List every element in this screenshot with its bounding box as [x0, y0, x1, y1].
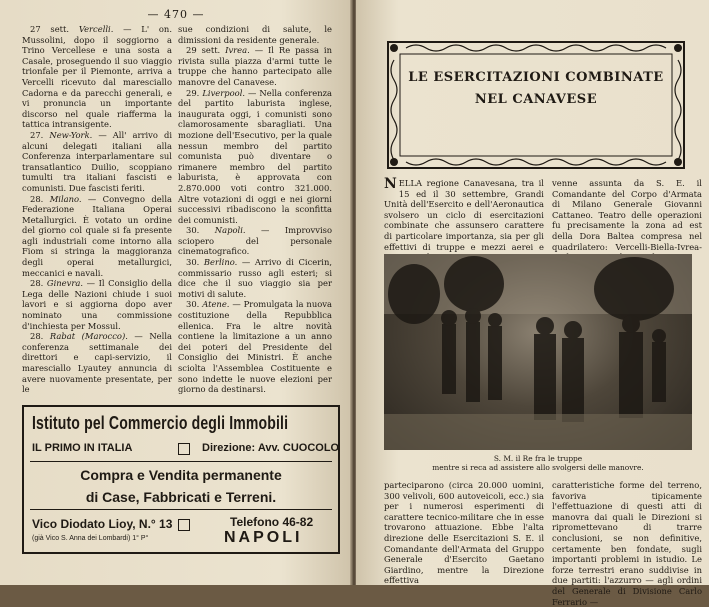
entry-date: 30.: [186, 257, 204, 268]
entry-text: — Il Consiglio della Lega delle Nazioni chiude i suoi lavori e si aggiorna dopo aver nominato una commissione d'inchiesta per Mossul.: [22, 278, 173, 331]
ad-address-sub: (già Vico S. Anna dei Lombardi) 1° P°: [32, 535, 149, 542]
caption-line-2: mentre si reca ad assistere allo svolgersi delle manovre.: [432, 463, 644, 472]
article-bottom-column-2: [552, 480, 702, 607]
article-intro-column-2: [552, 178, 702, 263]
chronicle-entry: [22, 130, 172, 194]
photo-caption: [384, 454, 692, 472]
entry-date: 30.: [186, 299, 203, 310]
entry-date: 29 sett.: [186, 45, 226, 56]
right-page: [356, 0, 709, 607]
chronicle-entry: [178, 45, 332, 87]
entry-place: Milano.: [49, 193, 82, 204]
chronicle-entry: [178, 24, 332, 45]
entry-place: Rabat (Marocco).: [49, 331, 128, 342]
bottom-text-1: parteciparono (circa 20.000 uomini, 300 velivoli, 600 autoveicoli, ecc.) sia per i numerosi esperimenti di carattere tecnico-militare che in esse trovarono attuazione. Ebbe l'alta direzione delle Esercitazioni S. E. il Comandante dell'Armata del Gruppo Generale d'Esercito Gaetano Giardino, mentre la Direzione effettiva: [384, 480, 544, 586]
entry-text: sue condizioni di salute, le dimissioni da residente generale.: [178, 24, 332, 45]
entry-place: Napoli.: [214, 225, 246, 236]
article-intro-column-1: [384, 178, 544, 263]
entry-text: — Convegno della Federazione Italiana Operai Metallurgici. È votato un ordine del giorno col quale si fa presente agli industriali come intorno alla Fiom si stringa la maggioranza degli operai metallurgici, meccanici e navali.: [22, 193, 173, 278]
bottom-text-2: caratteristiche forme del terreno, favoriva tipicamente l'effettuazione di questi atti di manovra dai quali le Direzioni si ripromettevano di trarre conclusioni, se non definitive, certamente ben fondate, sugli importanti problemi in istudio. Le forze terrestri erano suddivise in due partiti: l'azzurro — agli ordini del Generale di Divisione Carlo Ferrario —: [552, 480, 702, 607]
ad-direzione: Direzione: Avv. CUOCOLO: [202, 442, 340, 454]
intro-text-1: ELLA regione Canavesana, tra il 15 ed il 30 settembre, Grandi Unità dell'Esercito e dell'Aeronautica svolsero un ciclo di esercitazioni combinate che assunsero carattere di particolare importanza, sia per gli effettivi di truppe e mezzi aerei e: [384, 178, 544, 252]
article-subtitle: NEL CANAVESE: [474, 92, 598, 107]
photo-scene-icon: [384, 254, 692, 450]
chronicle-entry: [178, 88, 332, 226]
entry-date: 27.: [30, 129, 50, 140]
chronicle-entry: [22, 194, 172, 279]
chronicle-entry: [22, 331, 172, 395]
ad-telefono: Telefono 46-82: [230, 515, 314, 529]
divider: [30, 461, 332, 462]
entry-place: Ivrea.: [225, 45, 250, 56]
entry-text: — Nella conferenza del partito laburista inglese, inaugurata oggi, i comunisti sono clamorosamente sbaragliati. Una mozione dell'Esecutivo, per la quale nessun membro del partito comunista può diventare o rimanere membro del partito laburista, è approvata con 2.870.000 voti contro 321.000. Altre votazioni di oggi e nei giorni successivi ribadiscono la sconfitta dei comunisti.: [178, 87, 332, 225]
ad-case-fabbricati: di Case, Fabbricati e Terreni.: [85, 489, 277, 505]
entry-place: Ginevra.: [46, 278, 84, 289]
entry-place: Liverpool.: [202, 87, 246, 98]
chronicle-column-2: [178, 24, 332, 395]
divider: [30, 509, 332, 510]
ad-city: NAPOLI: [224, 529, 303, 546]
ad-title: Istituto pel Commercio degli Immobili: [32, 413, 289, 433]
page-number: — 470 —: [147, 8, 205, 21]
entry-date: 30.: [186, 225, 215, 236]
chronicle-entry: [22, 278, 172, 331]
entry-place: New-York.: [49, 129, 93, 140]
entry-text: — Improvviso sciopero del personale cinematografico.: [178, 225, 332, 257]
left-page: [0, 0, 352, 585]
entry-date: 29.: [186, 87, 203, 98]
entry-text: — Il Re passa in rivista sulla piazza d'armi tutte le truppe che hanno partecipato alle manovre del Canavese.: [178, 45, 332, 87]
chronicle-column-1: [22, 24, 172, 395]
entry-place: Atene.: [202, 299, 230, 310]
entry-text: — Promulgata la nuova costituzione della Repubblica ellenica. Fra le altre novità contiene la limitazione a un anno dei poteri del Presidente del Consiglio dei Ministri. È anche sciolta l'Assemblea Costituente e sono indette le nuove elezioni per giorno da destinarsi.: [178, 299, 332, 395]
chronicle-entry: [178, 299, 332, 394]
chronicle-entry: [178, 257, 332, 299]
caption-line-1: S. M. il Re fra le truppe: [493, 454, 583, 463]
entry-text: — Arrivo di Cicerin, commissario russo agli esteri; si dice che il suo viaggio sia per motivi di salute.: [178, 257, 332, 299]
entry-date: 28.: [30, 193, 50, 204]
ornamental-title-frame: [386, 40, 686, 170]
entry-text: — All' arrivo di alcuni delegati italiani alla Conferenza interparlamentare sul transatlantico Duilio, scoppiano tumulti tra italiani fascisti e comunisti. Due fascisti feriti.: [22, 129, 172, 193]
entry-date: 28.: [30, 278, 47, 289]
chronicle-entry: [22, 24, 172, 130]
article-bottom-column-1: [384, 480, 544, 586]
chronicle-entry: [178, 225, 332, 257]
entry-date: 28.: [30, 331, 50, 342]
entry-text: — L' on. Mussolini, dopo il soggiorno a Trino Vercellese e una sosta a Casale, proseguendo il suo viaggio trionfale per il Piemonte, arriva a Vercelli ricevuto dal maresciallo Cadorna e da parecchi generali, e vi pronuncia un importante discorso nel quale riafferma la tattica intransigente.: [22, 24, 172, 130]
checkbox-icon: [178, 519, 190, 531]
ad-compra-vendita: Compra e Vendita permanente: [80, 467, 282, 483]
article-title: LE ESERCITAZIONI COMBINATE: [408, 70, 664, 85]
photograph-king-among-troops: [384, 254, 692, 450]
checkbox-icon: [178, 443, 190, 455]
entry-place: Vercelli.: [78, 24, 114, 34]
ad-address: Vico Diodato Lioy, N.° 13: [32, 517, 173, 531]
real-estate-advertisement: [22, 405, 340, 554]
ad-primo: IL PRIMO IN ITALIA: [32, 442, 133, 454]
drop-cap: N: [384, 176, 397, 192]
entry-date: 27 sett.: [30, 24, 79, 34]
intro-text-2: venne assunta da S. E. il Comandante del Corpo d'Armata di Milano Generale Giovanni Cattaneo. Teatro delle operazioni fu precisamente la zona ad est della Dora Baltea compresa nel quadrilatero: Vercelli-Biella-Ivrea-: [552, 178, 702, 252]
entry-place: Berlino.: [203, 257, 238, 268]
entry-text: — Nella conferenza settimanale dei direttori e capi-servizio, il maresciallo Lyautey annuncia di avere nuovamente presentate, per le: [22, 331, 172, 395]
